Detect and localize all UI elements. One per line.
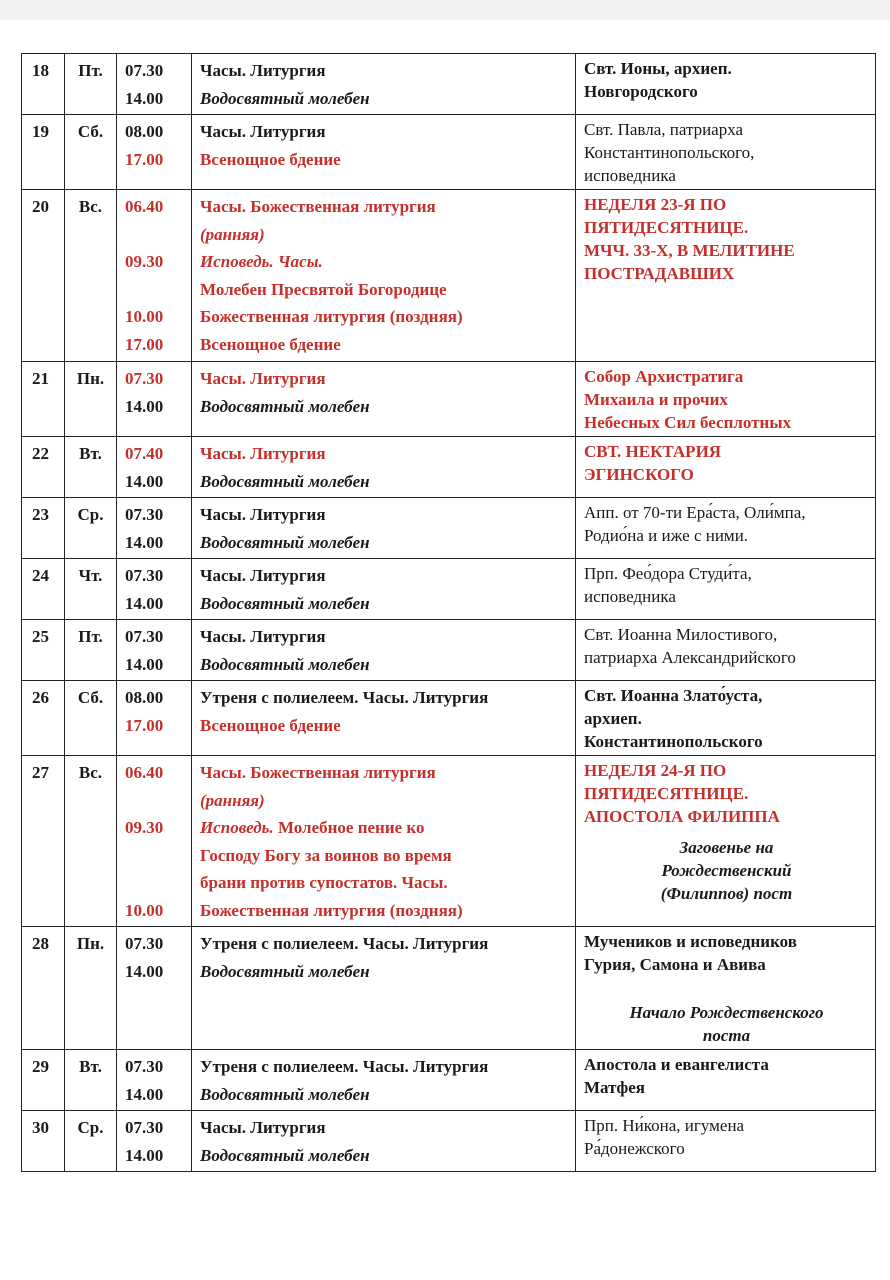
service-name: Водосвятный молебен <box>200 532 370 552</box>
weekday-cell <box>65 559 117 620</box>
service-time: 14.00 <box>125 1145 164 1165</box>
feast-cell <box>576 1050 876 1111</box>
spacer <box>584 976 869 1001</box>
feast-note: Заговенье на <box>679 838 774 857</box>
time-cell <box>117 1050 192 1111</box>
services-cell <box>192 437 576 498</box>
service-time: 08.00 <box>125 688 164 707</box>
service-time: 07.30 <box>125 627 164 646</box>
service-time <box>125 787 185 815</box>
service-name: Исповедь. Часы. <box>200 252 323 271</box>
services-cell <box>192 54 576 115</box>
service-time: 07.30 <box>125 1057 164 1076</box>
day-cell <box>22 756 65 927</box>
feast-cell <box>576 498 876 559</box>
weekday: Пн. <box>76 369 105 388</box>
day-number: 18 <box>32 61 49 80</box>
feast-line: Апп. от 70-ти Ера́ста, Оли́мпа, <box>584 503 806 522</box>
schedule-row <box>22 362 876 437</box>
feast-line: Константинопольского <box>584 732 763 751</box>
services-cell <box>192 681 576 756</box>
schedule-row <box>22 681 876 756</box>
service-time: 10.00 <box>125 307 164 326</box>
service-name: Водосвятный молебен <box>200 88 370 108</box>
time-cell <box>117 362 192 437</box>
service-name: Утреня с полиелеем. Часы. Литургия <box>200 688 489 707</box>
service-time: 10.00 <box>125 900 164 920</box>
service-name: брани против супостатов. Часы. <box>200 873 448 892</box>
day-cell <box>22 681 65 756</box>
service-time: 14.00 <box>125 471 164 491</box>
time-cell <box>117 190 192 362</box>
schedule-row <box>22 115 876 190</box>
service-time: 07.30 <box>125 505 164 524</box>
service-name: Утреня с полиелеем. Часы. Литургия <box>200 934 489 953</box>
service-name: Молебен Пресвятой Богородице <box>200 279 447 299</box>
feast-line: исповедника <box>584 587 676 606</box>
day-cell <box>22 927 65 1050</box>
service-time: 14.00 <box>125 88 164 108</box>
time-cell <box>117 927 192 1050</box>
service-name: Часы. Литургия <box>200 505 326 524</box>
weekday-cell <box>65 681 117 756</box>
day-number: 25 <box>32 627 49 646</box>
time-cell <box>117 681 192 756</box>
service-name: Часы. Литургия <box>200 1118 326 1137</box>
feast-line: Гурия, Самона и Авива <box>584 955 766 974</box>
schedule-row <box>22 190 876 362</box>
feast-line: НЕДЕЛЯ 24-Я ПО <box>584 761 727 780</box>
service-name: Водосвятный молебен <box>200 396 370 416</box>
feast-line: исповедника <box>584 166 676 185</box>
feast-cell <box>576 559 876 620</box>
feast-cell <box>576 115 876 190</box>
weekday: Чт. <box>78 566 103 585</box>
service-time: 07.30 <box>125 369 164 388</box>
service-name: Часы. Божественная литургия <box>200 197 436 216</box>
service-name: (ранняя) <box>200 790 265 810</box>
time-cell <box>117 756 192 927</box>
feast-line: архиеп. <box>584 709 642 728</box>
weekday-cell <box>65 437 117 498</box>
service-time: 14.00 <box>125 654 164 674</box>
day-number: 27 <box>32 763 49 782</box>
feast-line: Небесных Сил бесплотных <box>584 413 792 432</box>
time-cell <box>117 620 192 681</box>
feast-cell <box>576 437 876 498</box>
service-name: Часы. Литургия <box>200 566 326 585</box>
service-time: 07.30 <box>125 934 164 953</box>
service-name: Утреня с полиелеем. Часы. Литургия <box>200 1057 489 1076</box>
weekday: Пт. <box>78 61 103 80</box>
feast-cell <box>576 1111 876 1172</box>
feast-line: МЧЧ. 33-Х, В МЕЛИТИНЕ <box>584 241 795 260</box>
weekday: Вс. <box>78 763 103 782</box>
service-name: Водосвятный молебен <box>200 654 370 674</box>
service-time: 17.00 <box>125 715 164 735</box>
time-cell <box>117 54 192 115</box>
time-cell <box>117 559 192 620</box>
services-cell <box>192 620 576 681</box>
service-name: Божественная литургия (поздняя) <box>200 307 463 326</box>
service-name: Водосвятный молебен <box>200 1084 370 1104</box>
day-cell <box>22 115 65 190</box>
schedule-row <box>22 1111 876 1172</box>
feast-line: Свт. Иоанна Злато́уста, <box>584 686 763 705</box>
weekday-cell <box>65 115 117 190</box>
weekday: Пн. <box>76 934 105 953</box>
service-name: Часы. Литургия <box>200 122 326 141</box>
service-name: Божественная литургия (поздняя) <box>200 900 463 920</box>
feast-line: ПОСТРАДАВШИХ <box>584 264 735 283</box>
feast-line: Свт. Иоанна Милостивого, <box>584 625 778 644</box>
feast-note: поста <box>702 1026 751 1045</box>
schedule-row <box>22 498 876 559</box>
services-cell <box>192 190 576 362</box>
service-time: 14.00 <box>125 961 164 981</box>
service-name: Водосвятный молебен <box>200 1145 370 1165</box>
feast-line: Константинопольского, <box>584 143 755 162</box>
weekday-cell <box>65 1111 117 1172</box>
service-name: Всенощное бдение <box>200 715 341 735</box>
service-time <box>125 221 185 249</box>
service-name: Исповедь. Молебное пение ко <box>200 818 425 837</box>
schedule-body <box>22 54 876 1172</box>
schedule-row <box>22 620 876 681</box>
service-time: 09.30 <box>125 252 164 271</box>
feast-line: Свт. Ионы, архиеп. <box>584 59 732 78</box>
schedule-row <box>22 756 876 927</box>
day-cell <box>22 362 65 437</box>
feast-line: Собор Архистратига <box>584 367 744 386</box>
service-time: 06.40 <box>125 197 164 216</box>
feast-line: НЕДЕЛЯ 23-Я ПО <box>584 195 727 214</box>
service-time: 17.00 <box>125 334 164 354</box>
schedule-row <box>22 437 876 498</box>
service-name: Водосвятный молебен <box>200 471 370 491</box>
weekday-cell <box>65 54 117 115</box>
service-time: 06.40 <box>125 763 164 782</box>
feast-cell <box>576 681 876 756</box>
feast-note: Начало Рождественского <box>629 1003 824 1022</box>
service-name: Часы. Литургия <box>200 61 326 80</box>
services-cell <box>192 115 576 190</box>
services-cell <box>192 927 576 1050</box>
schedule-row <box>22 927 876 1050</box>
feast-line: ПЯТИДЕСЯТНИЦЕ. <box>584 784 749 803</box>
feast-line: Мучеников и исповедников <box>584 932 797 951</box>
service-time: 07.30 <box>125 1118 164 1137</box>
service-time: 07.30 <box>125 61 164 80</box>
schedule-row <box>22 1050 876 1111</box>
services-cell <box>192 756 576 927</box>
weekday-cell <box>65 1050 117 1111</box>
weekday-cell <box>65 620 117 681</box>
day-cell <box>22 1050 65 1111</box>
day-cell <box>22 437 65 498</box>
feast-line: Прп. Ни́кона, игумена <box>584 1116 745 1135</box>
services-cell <box>192 362 576 437</box>
service-time: 14.00 <box>125 593 164 613</box>
service-time: 09.30 <box>125 818 164 837</box>
day-number: 19 <box>32 122 49 141</box>
day-number: 30 <box>32 1118 49 1137</box>
schedule-row <box>22 54 876 115</box>
day-number: 22 <box>32 444 49 463</box>
service-name: Часы. Литургия <box>200 627 326 646</box>
services-cell <box>192 498 576 559</box>
feast-cell <box>576 756 876 927</box>
feast-line: АПОСТОЛА ФИЛИППА <box>584 807 780 826</box>
feast-line: ПЯТИДЕСЯТНИЦЕ. <box>584 218 749 237</box>
feast-line: Матфея <box>584 1078 645 1097</box>
day-cell <box>22 1111 65 1172</box>
feast-line: Прп. Фео́дора Студи́та, <box>584 564 752 583</box>
top-bar <box>0 0 890 20</box>
time-cell <box>117 437 192 498</box>
service-name: Господу Богу за воинов во время <box>200 845 452 865</box>
weekday-cell <box>65 190 117 362</box>
service-time <box>125 869 185 897</box>
service-time: 14.00 <box>125 532 164 552</box>
feast-note: Рождественский <box>661 861 792 880</box>
day-cell <box>22 498 65 559</box>
services-cell <box>192 559 576 620</box>
weekday: Ср. <box>77 505 104 524</box>
service-name: Водосвятный молебен <box>200 961 370 981</box>
day-number: 21 <box>32 369 49 388</box>
service-time: 14.00 <box>125 396 164 416</box>
day-number: 20 <box>32 197 49 216</box>
feast-line: ЭГИНСКОГО <box>584 465 694 484</box>
service-name: Часы. Литургия <box>200 444 326 463</box>
service-name: (ранняя) <box>200 224 265 244</box>
day-number: 29 <box>32 1057 49 1076</box>
weekday: Сб. <box>77 122 104 141</box>
day-number: 23 <box>32 505 49 524</box>
service-time: 07.30 <box>125 566 164 585</box>
service-time: 07.40 <box>125 444 164 463</box>
feast-cell <box>576 927 876 1050</box>
time-cell <box>117 1111 192 1172</box>
weekday-cell <box>65 362 117 437</box>
feast-line: Ра́донежского <box>584 1139 685 1158</box>
feast-line: Свт. Павла, патриарха <box>584 120 744 139</box>
feast-line: СВТ. НЕКТАРИЯ <box>584 442 722 461</box>
day-number: 26 <box>32 688 49 707</box>
day-number: 24 <box>32 566 49 585</box>
service-time <box>125 276 185 304</box>
service-name: Водосвятный молебен <box>200 593 370 613</box>
schedule-row <box>22 559 876 620</box>
day-cell <box>22 190 65 362</box>
feast-cell <box>576 54 876 115</box>
service-time: 08.00 <box>125 122 164 141</box>
service-time: 14.00 <box>125 1084 164 1104</box>
weekday: Пт. <box>78 627 103 646</box>
day-cell <box>22 559 65 620</box>
day-cell <box>22 620 65 681</box>
feast-cell <box>576 620 876 681</box>
weekday-cell <box>65 927 117 1050</box>
feast-line: Михаила и прочих <box>584 390 728 409</box>
services-cell <box>192 1050 576 1111</box>
day-cell <box>22 54 65 115</box>
weekday: Вт. <box>79 1057 102 1076</box>
service-time <box>125 842 185 870</box>
time-cell <box>117 498 192 559</box>
service-name: Всенощное бдение <box>200 334 341 354</box>
spacer <box>584 828 869 836</box>
service-name: Часы. Божественная литургия <box>200 763 436 782</box>
weekday-cell <box>65 756 117 927</box>
weekday: Вт. <box>79 444 102 463</box>
day-number: 28 <box>32 934 49 953</box>
weekday: Вс. <box>78 197 103 216</box>
weekday-cell <box>65 498 117 559</box>
weekday: Сб. <box>77 688 104 707</box>
feast-line: Апостола и евангелиста <box>584 1055 769 1074</box>
feast-line: Новгородского <box>584 82 698 101</box>
feast-note: (Филиппов) пост <box>660 884 793 903</box>
feast-cell <box>576 190 876 362</box>
time-cell <box>117 115 192 190</box>
feast-cell <box>576 362 876 437</box>
service-time: 17.00 <box>125 149 164 169</box>
schedule-table <box>21 53 876 1172</box>
service-name: Часы. Литургия <box>200 369 326 388</box>
service-name: Всенощное бдение <box>200 149 341 169</box>
services-cell <box>192 1111 576 1172</box>
feast-line: патриарха Александрийского <box>584 648 796 667</box>
weekday: Ср. <box>77 1118 104 1137</box>
feast-line: Родио́на и иже с ними. <box>584 526 749 545</box>
